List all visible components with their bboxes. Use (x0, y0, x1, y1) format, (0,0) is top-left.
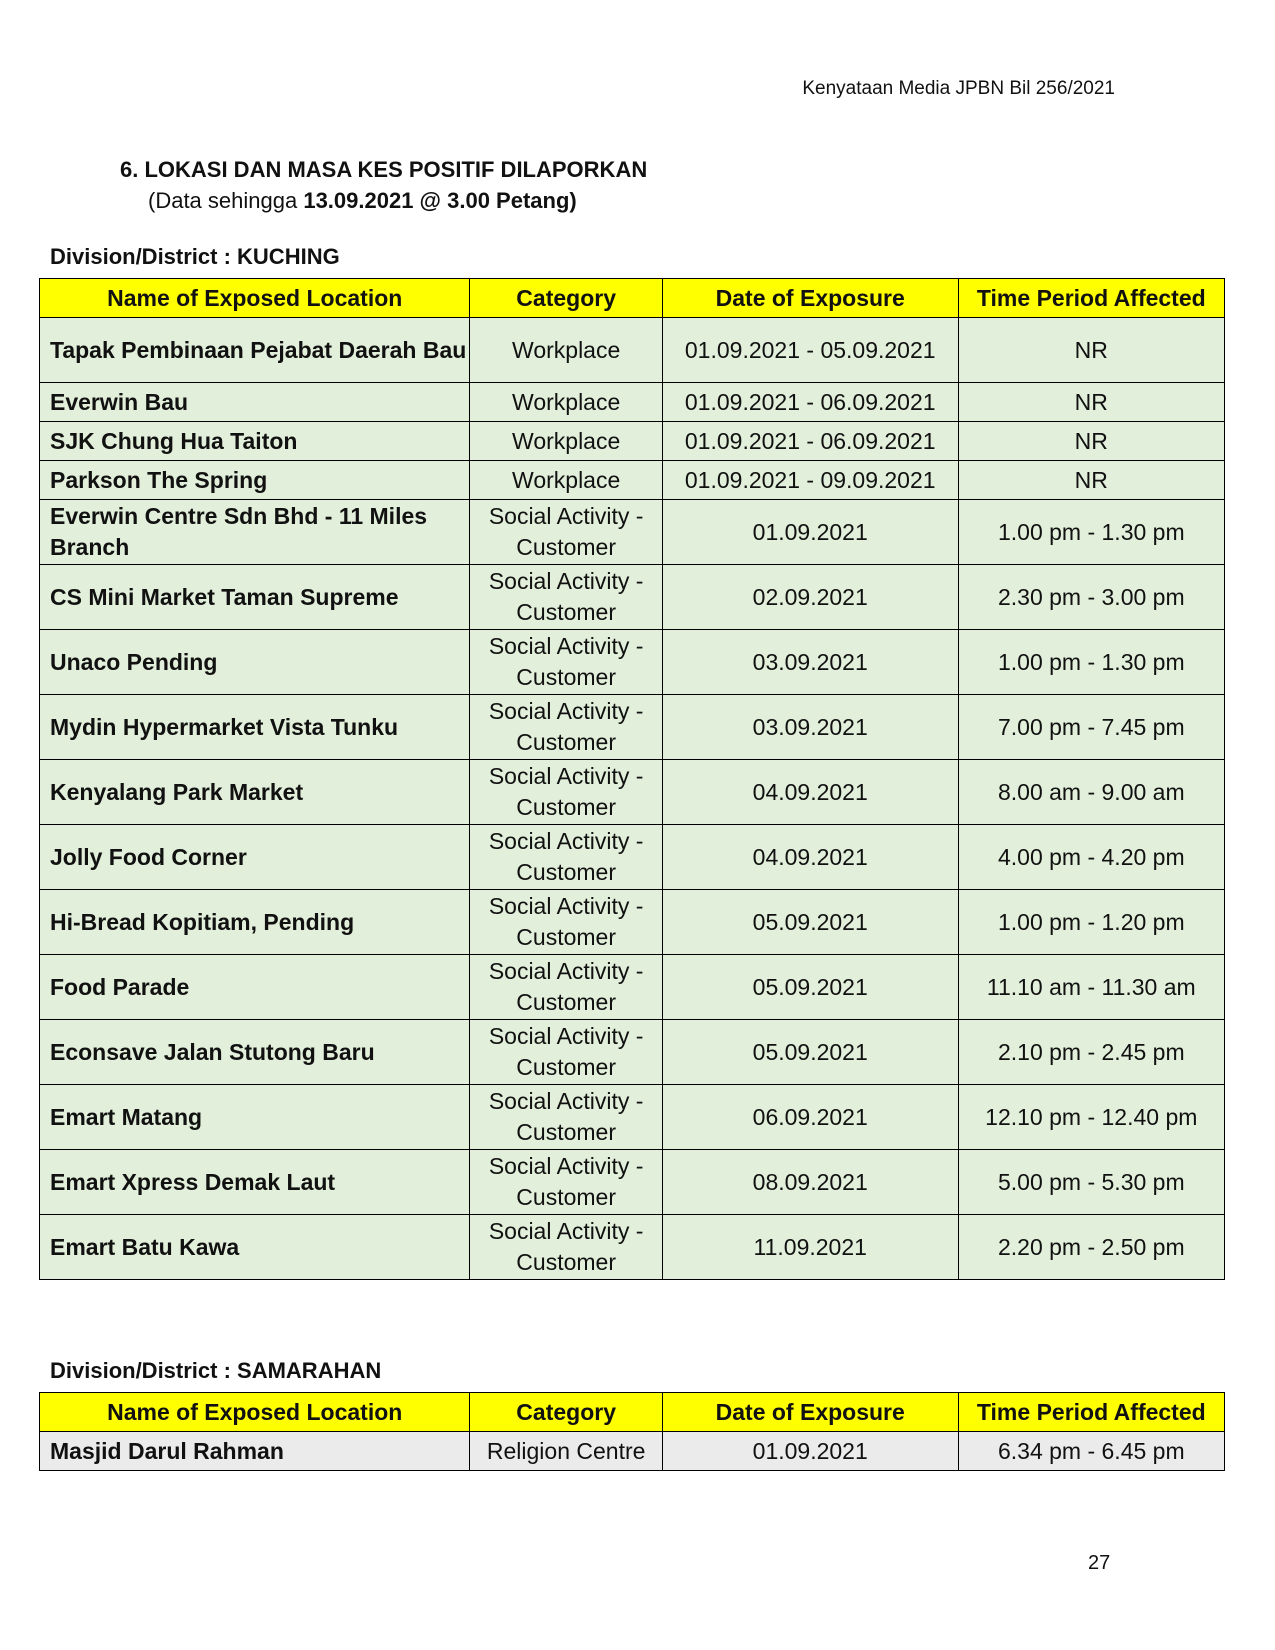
table-header-row (40, 279, 1225, 318)
exposure-table-samarahan (39, 1392, 1225, 1471)
category-cell: Social Activity - Customer (470, 695, 662, 760)
date-cell: 01.09.2021 - 06.09.2021 (662, 383, 958, 422)
table-row (40, 630, 1225, 695)
date-cell: 03.09.2021 (662, 630, 958, 695)
location-cell: Mydin Hypermarket Vista Tunku (40, 695, 470, 760)
time-cell: NR (958, 422, 1224, 461)
category-cell: Social Activity - Customer (470, 825, 662, 890)
table-row (40, 1020, 1225, 1085)
location-cell: Everwin Centre Sdn Bhd - 11 Miles Branch (40, 500, 470, 565)
exposure-table-kuching (39, 278, 1225, 1280)
location-cell: Emart Matang (40, 1085, 470, 1150)
location-cell: Econsave Jalan Stutong Baru (40, 1020, 470, 1085)
table-row (40, 760, 1225, 825)
category-cell: Social Activity - Customer (470, 565, 662, 630)
time-cell: NR (958, 383, 1224, 422)
district-label-samarahan: Division/District : SAMARAHAN (50, 1358, 382, 1383)
location-cell: SJK Chung Hua Taiton (40, 422, 470, 461)
table-row (40, 825, 1225, 890)
time-cell: NR (958, 318, 1224, 383)
location-cell: Jolly Food Corner (40, 825, 470, 890)
time-cell: 1.00 pm - 1.30 pm (958, 500, 1224, 565)
date-cell: 01.09.2021 - 05.09.2021 (662, 318, 958, 383)
column-header: Time Period Affected (958, 1393, 1224, 1432)
table-row (40, 565, 1225, 630)
date-cell: 05.09.2021 (662, 955, 958, 1020)
location-cell: Kenyalang Park Market (40, 760, 470, 825)
date-cell: 11.09.2021 (662, 1215, 958, 1280)
category-cell: Workplace (470, 383, 662, 422)
time-cell: 2.10 pm - 2.45 pm (958, 1020, 1224, 1085)
date-cell: 06.09.2021 (662, 1085, 958, 1150)
table-row (40, 1085, 1225, 1150)
location-cell: Emart Xpress Demak Laut (40, 1150, 470, 1215)
table-row (40, 1432, 1225, 1471)
table-row (40, 955, 1225, 1020)
date-cell: 02.09.2021 (662, 565, 958, 630)
category-cell: Social Activity - Customer (470, 890, 662, 955)
location-cell: Food Parade (40, 955, 470, 1020)
date-cell: 01.09.2021 (662, 1432, 958, 1471)
category-cell: Workplace (470, 461, 662, 500)
time-cell: 1.00 pm - 1.30 pm (958, 630, 1224, 695)
category-cell: Social Activity - Customer (470, 760, 662, 825)
time-cell: NR (958, 461, 1224, 500)
date-cell: 03.09.2021 (662, 695, 958, 760)
date-cell: 01.09.2021 - 06.09.2021 (662, 422, 958, 461)
table-row (40, 1150, 1225, 1215)
time-cell: 4.00 pm - 4.20 pm (958, 825, 1224, 890)
column-header: Name of Exposed Location (40, 279, 470, 318)
date-cell: 08.09.2021 (662, 1150, 958, 1215)
table-row (40, 695, 1225, 760)
document-reference: Kenyataan Media JPBN Bil 256/2021 (802, 78, 1115, 99)
table-row (40, 1215, 1225, 1280)
time-cell: 2.20 pm - 2.50 pm (958, 1215, 1224, 1280)
table-row (40, 383, 1225, 422)
table-header-row (40, 1393, 1225, 1432)
time-cell: 5.00 pm - 5.30 pm (958, 1150, 1224, 1215)
location-cell: Unaco Pending (40, 630, 470, 695)
category-cell: Workplace (470, 318, 662, 383)
section-subtitle (148, 188, 577, 214)
table-row (40, 318, 1225, 383)
location-cell: Hi-Bread Kopitiam, Pending (40, 890, 470, 955)
date-cell: 05.09.2021 (662, 1020, 958, 1085)
table-row (40, 500, 1225, 565)
table-row (40, 422, 1225, 461)
column-header: Date of Exposure (662, 279, 958, 318)
category-cell: Workplace (470, 422, 662, 461)
category-cell: Social Activity - Customer (470, 955, 662, 1020)
page-number: 27 (1088, 1552, 1111, 1574)
date-cell: 04.09.2021 (662, 825, 958, 890)
category-cell: Religion Centre (470, 1432, 662, 1471)
category-cell: Social Activity - Customer (470, 1020, 662, 1085)
date-cell: 05.09.2021 (662, 890, 958, 955)
table-row (40, 890, 1225, 955)
subtitle-prefix: (Data sehingga (148, 188, 304, 213)
column-header: Date of Exposure (662, 1393, 958, 1432)
date-cell: 01.09.2021 - 09.09.2021 (662, 461, 958, 500)
category-cell: Social Activity - Customer (470, 1085, 662, 1150)
location-cell: Masjid Darul Rahman (40, 1432, 470, 1471)
date-cell: 01.09.2021 (662, 500, 958, 565)
date-cell: 04.09.2021 (662, 760, 958, 825)
column-header: Category (470, 279, 662, 318)
column-header: Name of Exposed Location (40, 1393, 470, 1432)
location-cell: CS Mini Market Taman Supreme (40, 565, 470, 630)
time-cell: 2.30 pm - 3.00 pm (958, 565, 1224, 630)
location-cell: Emart Batu Kawa (40, 1215, 470, 1280)
category-cell: Social Activity - Customer (470, 1215, 662, 1280)
category-cell: Social Activity - Customer (470, 500, 662, 565)
time-cell: 7.00 pm - 7.45 pm (958, 695, 1224, 760)
district-label-kuching: Division/District : KUCHING (50, 244, 340, 269)
category-cell: Social Activity - Customer (470, 630, 662, 695)
time-cell: 12.10 pm - 12.40 pm (958, 1085, 1224, 1150)
time-cell: 11.10 am - 11.30 am (958, 955, 1224, 1020)
location-cell: Tapak Pembinaan Pejabat Daerah Bau (40, 318, 470, 383)
subtitle-date: 13.09.2021 @ 3.00 Petang) (303, 188, 577, 213)
time-cell: 1.00 pm - 1.20 pm (958, 890, 1224, 955)
column-header: Category (470, 1393, 662, 1432)
column-header: Time Period Affected (958, 279, 1224, 318)
location-cell: Everwin Bau (40, 383, 470, 422)
location-cell: Parkson The Spring (40, 461, 470, 500)
time-cell: 8.00 am - 9.00 am (958, 760, 1224, 825)
table-row (40, 461, 1225, 500)
time-cell: 6.34 pm - 6.45 pm (958, 1432, 1224, 1471)
section-title: 6. LOKASI DAN MASA KES POSITIF DILAPORKAN (120, 157, 648, 182)
category-cell: Social Activity - Customer (470, 1150, 662, 1215)
